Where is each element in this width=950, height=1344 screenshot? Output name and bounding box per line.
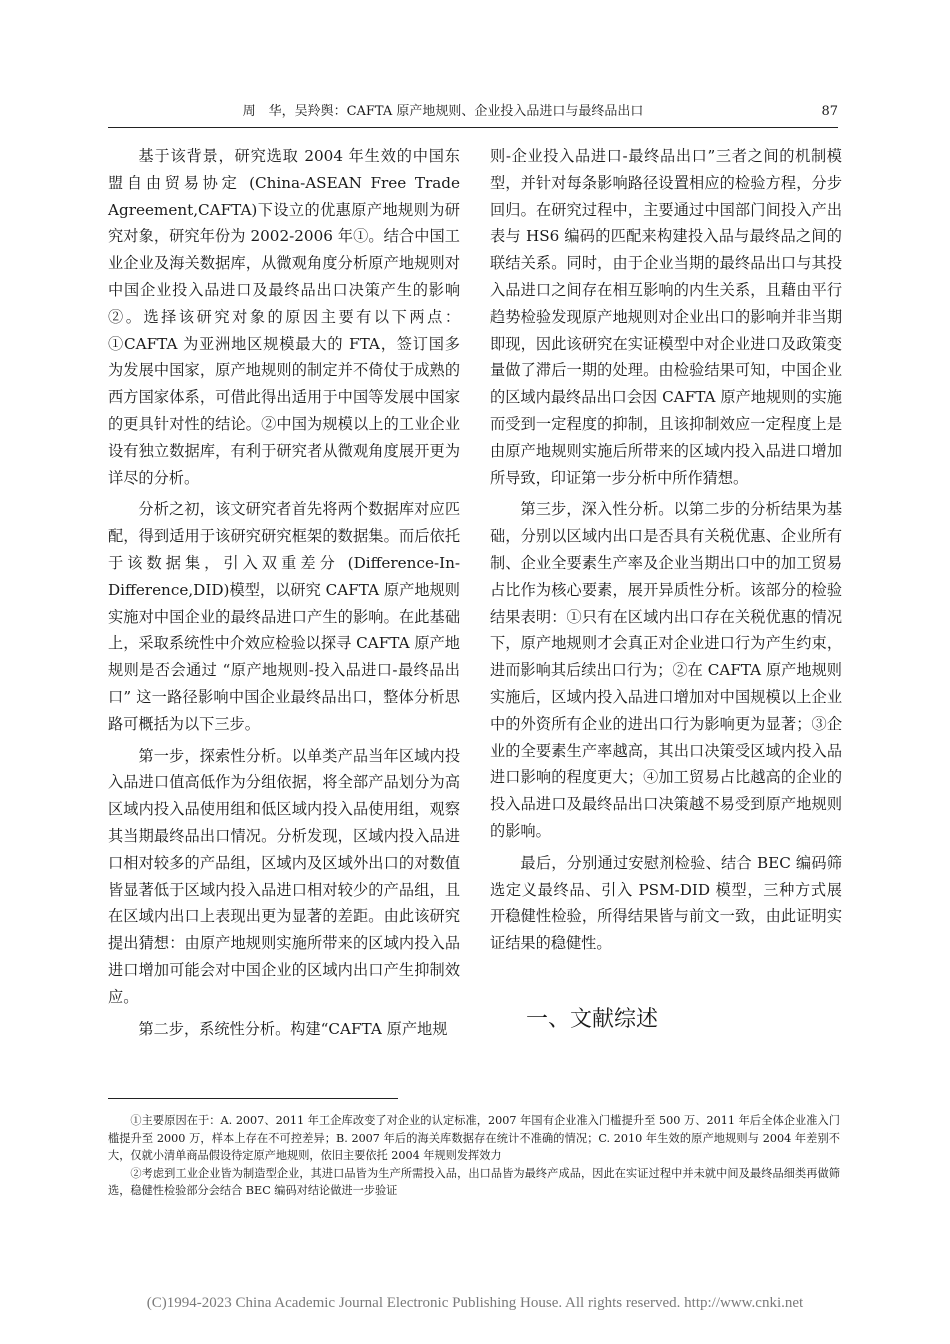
footnote: ②考虑到工业企业皆为制造型企业，其进口品皆为生产所需投入品，出口品皆为最终产成品，因此在实证过程中并未就中间及最终品细类再做筛选，稳健性检验部分会结合 BEC 编码对结论做进一步验证 xyxy=(108,1166,840,1197)
body-paragraph: 最后，分别通过安慰剂检验、结合 BEC 编码筛选定义最终品、引入 PSM-DID 模型，三种方式展开稳健性检验，所得结果皆与前文一致，由此证明实证结果的稳健性。 xyxy=(490,853,842,953)
header-divider xyxy=(108,127,838,128)
body-paragraph: 基于该背景，研究选取 2004 年生效的中国东盟自由贸易协定 (China-ASEAN Free Trade Agreement,CAFTA)下设立的优惠原产地规则为研究对象，研究年份为 2002-2006 年①。结合中国工业企业及海关数据库，从微观角度分析原产地规则对中国企业投入品进口及最终品出口决策产生的影响②。选择该研究对象的原因主要有以下两点：①CAFTA 为亚洲地区规模最大的 FTA，签订国多为发展中国家，原产地规则的制定并不倚仗于成熟的西方国家体系，可借此得出适用于中国等发展中国家的更具针对性的结论。②中国为规模以上的工业企业设有独立数据库，有利于研究者从微观角度展开更为详尽的分析。 xyxy=(108,147,460,487)
body-paragraph: 分析之初，该文研究者首先将两个数据库对应匹配，得到适用于该研究研究框架的数据集。而后依托于该数据集，引入双重差分 (Difference-In-Difference,DID)模型，以研究 CAFTA 原产地规则实施对中国企业的最终品进口产生的影响。在此基础上，采取系统性中介效应检验以探寻 CAFTA 原产地规则是否会通过 “原产地规则-投入品进口-最终品出口” 这一路径影响中国企业最终品出口，整体分析思路可概括为以下三步。 xyxy=(108,500,460,733)
right-column xyxy=(490,143,842,957)
footnotes xyxy=(108,1112,840,1200)
body-paragraph: 第一步，探索性分析。以单类产品当年区域内投入品进口值高低作为分组依据，将全部产品划分为高区域内投入品使用组和低区域内投入品使用组，观察其当期最终品出口情况。分析发现，区域内投入品进口相对较多的产品组，区域内及区域外出口的对数值皆显著低于区域内投入品进口相对较少的产品组，且在区域内出口上表现出更为显著的差距。由此该研究提出猜想：由原产地规则实施所带来的区域内投入品进口增加可能会对中国企业的区域内出口产生抑制效应。 xyxy=(108,746,460,1006)
body-paragraph: 第二步，系统性分析。构建“CAFTA 原产地规 xyxy=(138,1019,448,1038)
copyright-notice: (C)1994-2023 China Academic Journal Electronic Publishing House. All rights reserved. http://www.cnki.net xyxy=(146,1295,804,1311)
running-header xyxy=(108,100,838,124)
footnote: ①主要原因在于：A. 2007、2011 年工企库改变了对企业的认定标准，2007 年国有企业准入门槛提升至 500 万、2011 年后全体企业准入门槛提升至 2000 万，样本上存在不可控差异；B. 2007 年后的海关库数据存在统计不准确的情况；C. 2010 年生效的原产地规则与 2004 年差别不大，仅就小清单商品假设待定原产地规则，依旧主要依托 2004 年规则发挥效力 xyxy=(108,1114,840,1162)
section-heading: 一、文献综述 xyxy=(526,1007,659,1032)
body-paragraph-continued: 则-企业投入品进口-最终品出口”三者之间的机制模型，并针对每条影响路径设置相应的检验方程，分步回归。在研究过程中，主要通过中国部门间投入产出表与 HS6 编码的匹配来构建投入品与最终品之间的联结关系。同时，由于企业当期的最终品出口与其投入品进口之间存在相互影响的内生关系，且藉由平行趋势检验发现原产地规则对企业出口的影响并非当期即现，因此该研究在实证模型中对企业进口及政策变量做了滞后一期的处理。由检验结果可知，中国企业的区域内最终品出口会因 CAFTA 原产地规则的实施而受到一定程度的抑制，且该抑制效应一定程度上是由原产地规则实施后所带来的区域内投入品进口增加所导致，印证第一步分析中所作猜想。 xyxy=(490,147,842,487)
page-number: 87 xyxy=(821,104,838,119)
left-column xyxy=(108,143,460,1042)
body-paragraph: 第三步，深入性分析。以第二步的分析结果为基础，分别以区域内出口是否具有关税优惠、企业所有制、企业全要素生产率及企业当期出口中的加工贸易占比作为核心要素，展开异质性分析。该部分的检验结果表明：①只有在区域内出口存在关税优惠的情况下，原产地规则才会真正对企业进口行为产生约束，进而影响其后续出口行为；②在 CAFTA 原产地规则实施后，区域内投入品进口增加对中国规模以上企业中的外资所有企业的进出口行为影响更为显著；③企业的全要素生产率越高，其出口决策受区域内投入品进口影响的程度更大；④加工贸易占比越高的企业的投入品进口及最终品出口决策越不易受到原产地规则的影响。 xyxy=(490,500,842,840)
running-title: 周 华，吴羚舆：CAFTA 原产地规则、企业投入品进口与最终品出口 xyxy=(242,104,644,119)
footnote-divider xyxy=(108,1098,398,1099)
